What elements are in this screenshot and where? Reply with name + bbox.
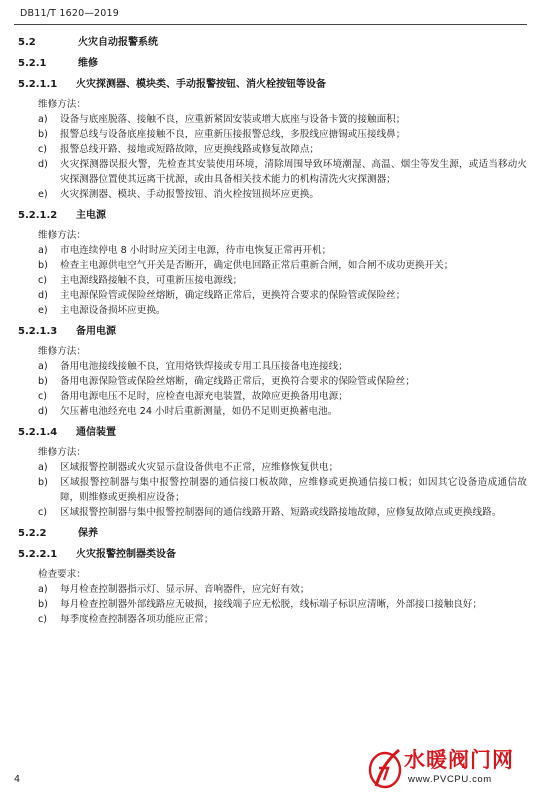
list-item-text: 备用电源保险管或保险丝熔断，确定线路正常后，更换符合要求的保险管或保险丝； <box>60 376 415 387</box>
section-heading-5-2-2 <box>0 526 541 541</box>
list-item-marker: b) <box>38 477 48 488</box>
list-item-marker: a) <box>38 114 48 125</box>
list-item-marker: a) <box>38 245 48 256</box>
list-item-marker: b) <box>38 129 48 140</box>
list-item <box>0 404 541 419</box>
list-item <box>0 389 541 404</box>
list-item-marker: a) <box>38 584 48 595</box>
watermark-title: 水暖阀门网 <box>404 748 514 772</box>
list-item-marker: c) <box>38 144 48 155</box>
list-item-text: 主电源设备损坏应更换。 <box>60 305 166 316</box>
section-title: 主电源 <box>76 210 106 221</box>
list-item <box>0 187 541 202</box>
list-item <box>0 258 541 273</box>
list-item-marker: a) <box>38 361 48 372</box>
list-item <box>0 582 541 597</box>
list-item-text: 主电源保险管或保险丝熔断，确定线路正常后，更换符合要求的保险管或保险丝； <box>60 290 406 301</box>
section-title: 火灾报警控制器类设备 <box>76 549 176 560</box>
header-divider <box>14 24 527 25</box>
list-item-text: 每月检查控制器外部线路应无破损，接线端子应无松脱，线标端子标识应清晰，外部接口接触良好； <box>60 599 483 610</box>
watermark-url: www.PVCPU.com <box>408 774 492 785</box>
document-body <box>0 33 541 627</box>
list-item-text: 主电源线路接触不良，可重新压接电源线； <box>60 275 243 286</box>
section-number: 5.2.2 <box>18 528 47 539</box>
clause-lead: 维修方法： <box>38 230 86 241</box>
section-heading-5-2-1 <box>0 56 541 71</box>
list-item-marker: b) <box>38 260 48 271</box>
list-item <box>0 157 541 187</box>
section-number: 5.2.1.2 <box>18 210 58 221</box>
list-item <box>0 359 541 374</box>
site-watermark <box>364 744 536 794</box>
list-item-text: 区域报警控制器与集中报警控制器间的通信线路开路、短路或线路接地故障，应修复故障点或更换线路。 <box>60 507 502 518</box>
clause-lead: 维修方法： <box>38 99 86 110</box>
list-item-text: 备用电源电压不足时，应检查电源充电装置，故障应更换备用电源； <box>60 391 348 402</box>
list-item-marker: c) <box>38 507 48 518</box>
list-item-text: 报警总线开路、接地或短路故障，应更换线路或修复故障点； <box>60 144 320 155</box>
list-item-marker: d) <box>38 159 48 170</box>
list-item-text: 备用电池接线接触不良，宜用烙铁焊接或专用工具压接备电连接线； <box>60 361 348 372</box>
list-item-text: 市电连续停电 8 小时时应关闭主电源，待市电恢复正常再开机； <box>60 245 332 256</box>
list-item-marker: c) <box>38 391 48 402</box>
list-item <box>0 374 541 389</box>
list-item-text: 欠压蓄电池经充电 24 小时后重新测量，如仍不足则更换蓄电池。 <box>60 406 338 417</box>
list-item-marker: c) <box>38 614 48 625</box>
list-item-text: 每月检查控制器指示灯、显示屏、音响器件，应完好有效； <box>60 584 310 595</box>
list-item <box>0 273 541 288</box>
list-item <box>0 288 541 303</box>
section-title: 通信装置 <box>76 427 116 438</box>
section-number: 5.2.2.1 <box>18 549 58 560</box>
list-item-text: 设备与底座脱落、接触不良，应重新紧固安装或增大底座与设备卡簧的接触面积； <box>60 114 406 125</box>
list-item <box>0 475 541 505</box>
clause-heading-5-2-1-1 <box>0 77 541 92</box>
list-item-text: 区域报警控制器或火灾显示盘设备供电不正常，应维修恢复供电； <box>60 462 339 473</box>
section-title: 火灾自动报警系统 <box>78 37 158 48</box>
list-item-marker: b) <box>38 599 48 610</box>
clause-heading-5-2-1-2 <box>0 208 541 223</box>
list-item-marker: b) <box>38 376 48 387</box>
list-item-text: 报警总线与设备底座接触不良，应重新压接报警总线，多股线应搪锡或压接线鼻； <box>60 129 406 140</box>
list-item <box>0 460 541 475</box>
section-title: 保养 <box>78 528 98 539</box>
list-item <box>0 112 541 127</box>
section-number: 5.2.1.3 <box>18 326 58 337</box>
clause-lead: 维修方法： <box>38 346 86 357</box>
list-item-marker: e) <box>38 189 48 200</box>
watermark-logo-icon <box>368 746 402 790</box>
section-title: 维修 <box>78 58 98 69</box>
list-item <box>0 142 541 157</box>
section-title: 备用电源 <box>76 326 116 337</box>
list-item-marker: d) <box>38 406 48 417</box>
list-item-marker: a) <box>38 462 48 473</box>
list-item-text: 区域报警控制器与集中报警控制器的通信接口板故障，应维修或更换通信接口板；如因其它设备造成通信故障，则维修或更换相应设备； <box>60 477 527 503</box>
clause-heading-5-2-1-4 <box>0 425 541 440</box>
section-number: 5.2.1 <box>18 58 47 69</box>
list-item-text: 火灾探测器误报火警，先检查其安装使用环境，清除周围导致环境潮湿、高温、烟尘等发生源，或适当移动火灾探测器位置使其远离干扰源，或由具备相关技术能力的机构清洗火灾探测器； <box>60 159 527 185</box>
list-item-marker: c) <box>38 275 48 286</box>
clause-lead: 检查要求： <box>38 569 86 580</box>
list-item <box>0 303 541 318</box>
list-item <box>0 597 541 612</box>
section-number: 5.2.1.4 <box>18 427 58 438</box>
list-item <box>0 505 541 520</box>
section-heading-5-2 <box>0 35 541 50</box>
list-item-marker: d) <box>38 290 48 301</box>
list-item-text: 火灾探测器、模块、手动报警按钮、消火栓按钮损坏应更换。 <box>60 189 320 200</box>
list-item-text: 检查主电源供电空气开关是否断开，确定供电回路正常后重新合闸，如合闸不成功更换开关； <box>60 260 454 271</box>
clause-heading-5-2-2-1 <box>0 547 541 562</box>
section-title: 火灾探测器、模块类、手动报警按钮、消火栓按钮等设备 <box>76 79 326 90</box>
clause-lead: 维修方法： <box>38 447 86 458</box>
section-number: 5.2.1.1 <box>18 79 58 90</box>
list-item-marker: e) <box>38 305 48 316</box>
list-item-text: 每季度检查控制器各项功能应正常； <box>60 614 214 625</box>
page-number: 4 <box>14 774 21 785</box>
list-item <box>0 243 541 258</box>
list-item <box>0 127 541 142</box>
document-code-header: DB11/T 1620—2019 <box>20 8 119 19</box>
clause-heading-5-2-1-3 <box>0 324 541 339</box>
list-item <box>0 612 541 627</box>
section-number: 5.2 <box>18 37 36 48</box>
